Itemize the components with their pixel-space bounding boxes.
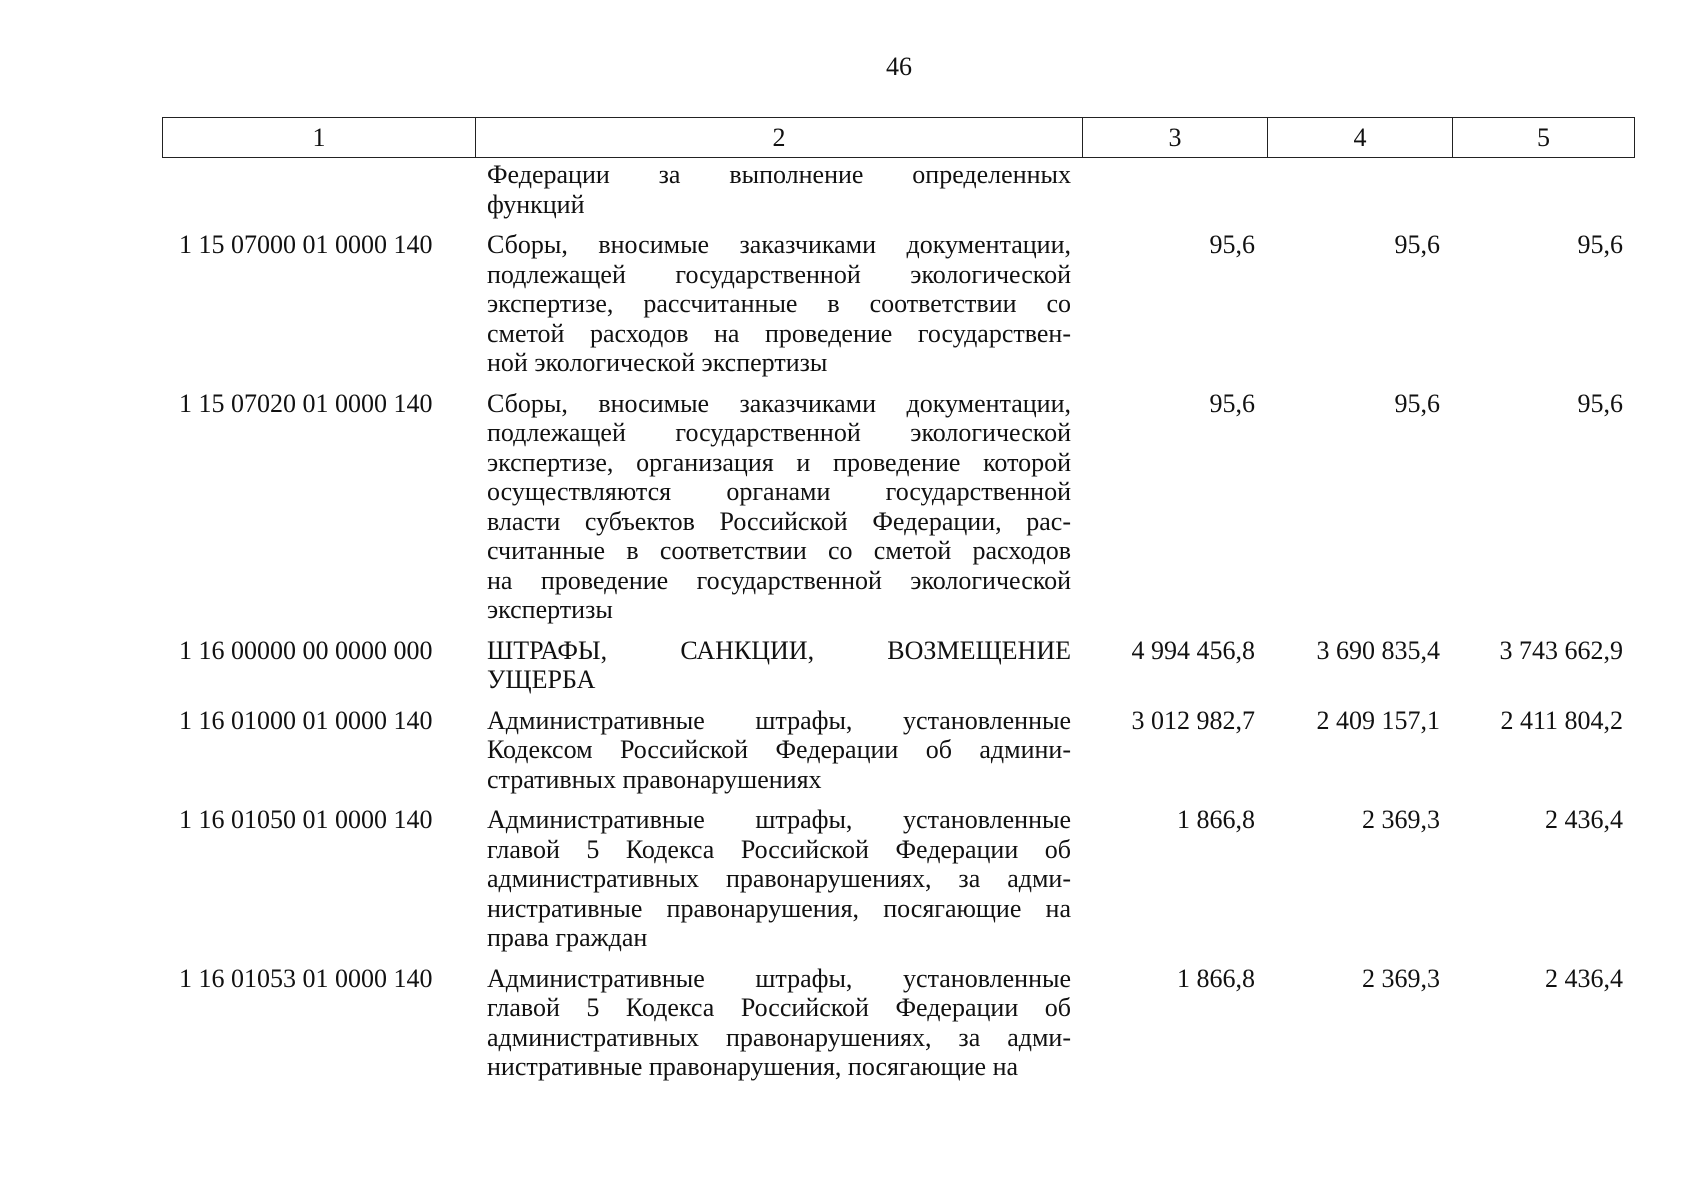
- row-code: 1 16 01000 01 0000 140: [179, 705, 433, 735]
- row-name-line: Сборы, вносимые заказчиками документации,: [487, 388, 1071, 418]
- row-name-line: на проведение государственной экологической: [487, 565, 1071, 595]
- header-col-2: 2: [476, 118, 1083, 157]
- row-value-col-5: 2 436,4: [1545, 963, 1623, 993]
- table-row: [162, 805, 1635, 953]
- table-body: [162, 160, 1635, 1093]
- row-name: [475, 389, 1082, 625]
- row-name-line: считанные в соответствии со сметой расходов: [487, 536, 1071, 565]
- row-name-line: подлежащей государственной экологической: [487, 259, 1071, 289]
- header-col-1: 1: [163, 118, 476, 157]
- row-value-col-4: 2 369,3: [1362, 805, 1440, 834]
- row-value-col-4: 3 690 835,4: [1316, 635, 1440, 665]
- row-code: 1 15 07020 01 0000 140: [179, 388, 433, 418]
- row-name: [475, 636, 1082, 695]
- page-number: 46: [886, 52, 912, 81]
- row-value-col-4: [1267, 160, 1452, 219]
- row-name: [475, 230, 1082, 378]
- row-value-col-5: 2 436,4: [1545, 805, 1623, 834]
- row-name-line: экспертизе, рассчитанные в соответствии со: [487, 289, 1071, 318]
- table-row: [162, 230, 1635, 378]
- row-name-line: экспертизе, организация и проведение которой: [487, 447, 1071, 477]
- header-col-3: 3: [1083, 118, 1268, 157]
- row-value-col-3: 95,6: [1209, 230, 1255, 259]
- row-value-col-3: 95,6: [1209, 388, 1255, 418]
- row-name-line: подлежащей государственной экологической: [487, 418, 1071, 447]
- row-name: [475, 160, 1082, 219]
- row-code: 1 16 01053 01 0000 140: [179, 963, 433, 993]
- row-name-line: Административные штрафы, установленные: [487, 963, 1071, 993]
- row-code: 1 16 00000 00 0000 000: [179, 635, 433, 665]
- table-row: [162, 964, 1635, 1082]
- row-code: 1 16 01050 01 0000 140: [179, 805, 433, 834]
- row-name-line: сметой расходов на проведение государствен-: [487, 318, 1071, 348]
- row-code: 1 15 07000 01 0000 140: [179, 230, 433, 259]
- row-value-col-4: 95,6: [1394, 230, 1440, 259]
- row-name-line: Административные штрафы, установленные: [487, 705, 1071, 735]
- row-name: [475, 706, 1082, 795]
- row-name-line: экспертизы: [487, 595, 613, 624]
- row-name-line: Административные штрафы, установленные: [487, 805, 1071, 834]
- row-value-col-3: 1 866,8: [1177, 805, 1255, 834]
- row-name-line: нистративные правонарушения, посягающие на: [487, 1052, 1019, 1081]
- row-name-line: функций: [487, 189, 585, 219]
- row-name-line: Кодексом Российской Федерации об админи-: [487, 735, 1071, 764]
- row-name-line: ной экологической экспертизы: [487, 348, 828, 377]
- row-value-col-5: [1452, 160, 1635, 219]
- row-name-line: главой 5 Кодекса Российской Федерации об: [487, 834, 1071, 864]
- row-value-col-3: 3 012 982,7: [1131, 705, 1255, 735]
- row-value-col-5: 3 743 662,9: [1499, 635, 1623, 665]
- row-name-line: УЩЕРБА: [487, 665, 596, 694]
- row-value-col-4: 95,6: [1394, 388, 1440, 418]
- row-value-col-3: 4 994 456,8: [1131, 635, 1255, 665]
- row-value-col-3: 1 866,8: [1177, 963, 1255, 993]
- row-value-col-4: 2 369,3: [1362, 963, 1440, 993]
- row-value-col-5: 95,6: [1577, 230, 1623, 259]
- row-name-line: Федерации за выполнение определенных: [487, 160, 1071, 189]
- table-row: [162, 389, 1635, 625]
- table-row: [162, 160, 1635, 219]
- row-name-line: административных правонарушениях, за адми-: [487, 1022, 1071, 1052]
- row-value-col-3: [1082, 160, 1267, 219]
- row-name: [475, 964, 1082, 1082]
- row-name-line: Сборы, вносимые заказчиками документации,: [487, 230, 1071, 259]
- row-name-line: стративных правонарушениях: [487, 764, 822, 794]
- row-name: [475, 805, 1082, 953]
- row-value-col-4: 2 409 157,1: [1316, 705, 1440, 735]
- row-value-col-5: 95,6: [1577, 388, 1623, 418]
- row-name-line: осуществляются органами государственной: [487, 477, 1071, 506]
- row-value-col-5: 2 411 804,2: [1500, 705, 1623, 735]
- header-col-5: 5: [1537, 123, 1550, 152]
- row-name-line: главой 5 Кодекса Российской Федерации об: [487, 993, 1071, 1022]
- table-row: [162, 636, 1635, 695]
- table-row: [162, 706, 1635, 795]
- row-name-line: нистративные правонарушения, посягающие на: [487, 893, 1071, 923]
- row-name-line: ШТРАФЫ, САНКЦИИ, ВОЗМЕЩЕНИЕ: [487, 635, 1071, 665]
- row-name-line: административных правонарушениях, за адми-: [487, 864, 1071, 893]
- header-col-4: 4: [1268, 118, 1453, 157]
- table-header: [162, 117, 1635, 158]
- row-name-line: права граждан: [487, 923, 648, 952]
- row-name-line: власти субъектов Российской Федерации, рас-: [487, 506, 1071, 536]
- row-code: [162, 160, 475, 219]
